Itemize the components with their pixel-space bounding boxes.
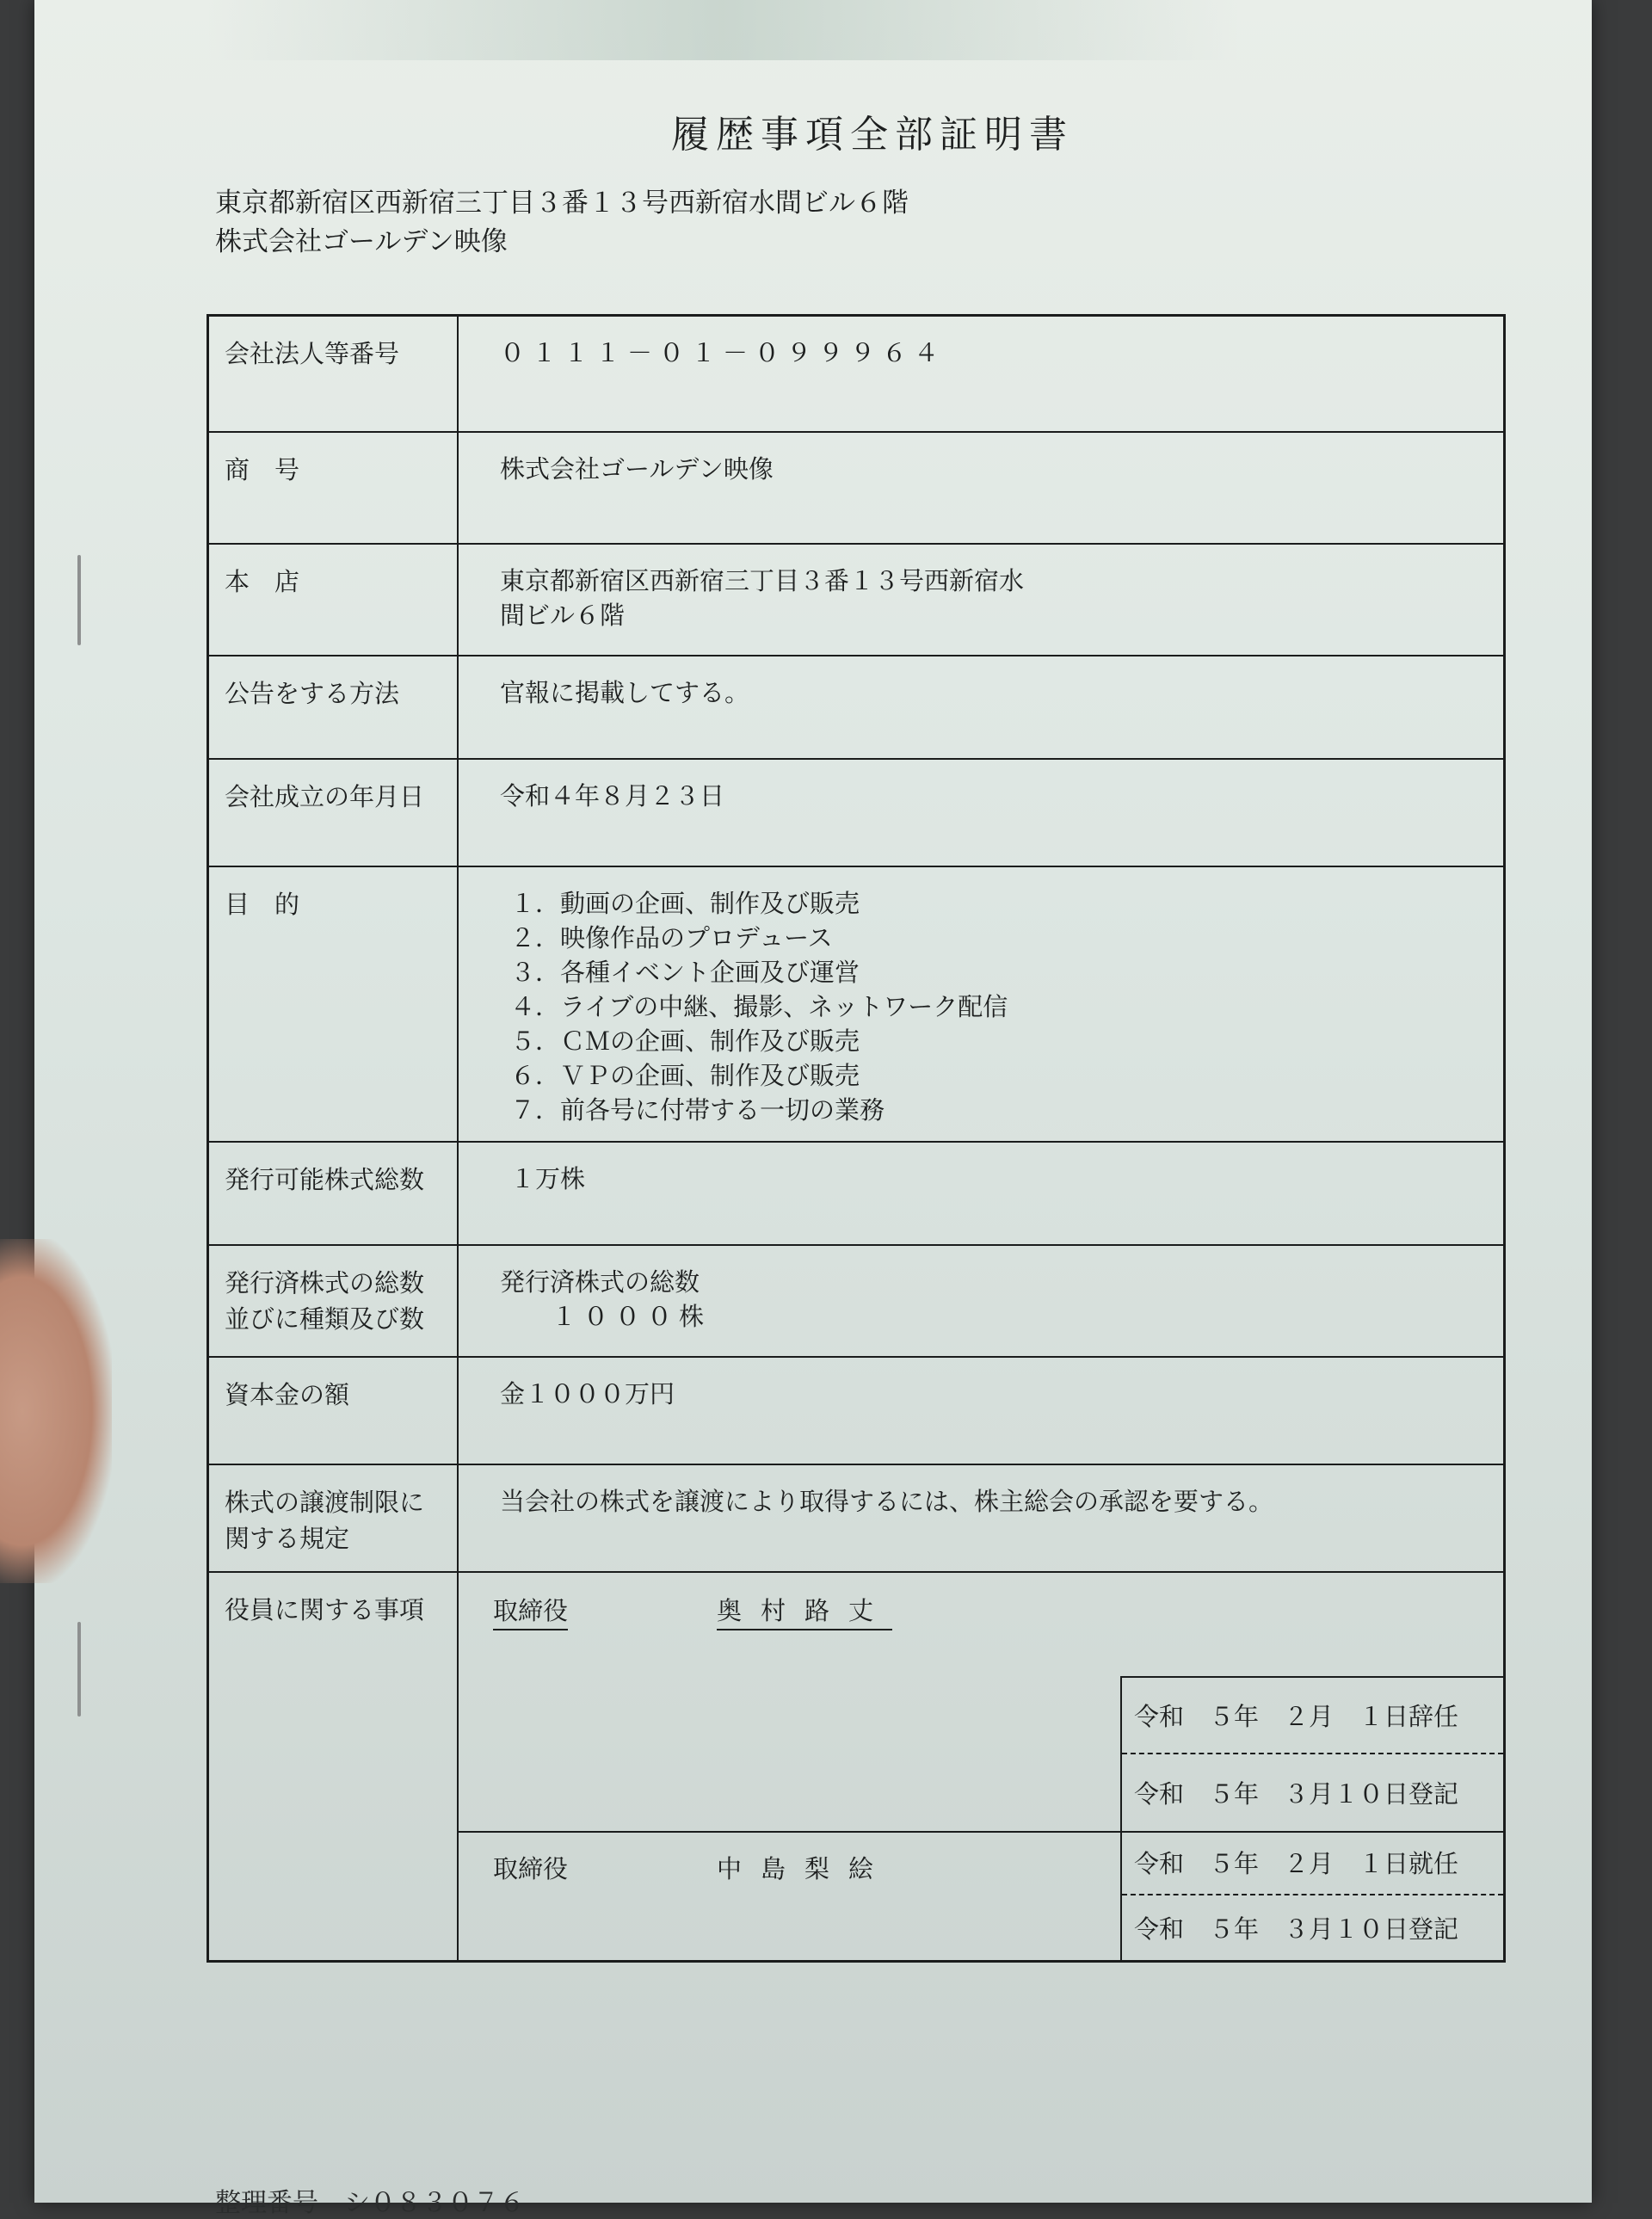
public-notice-value: 官報に掲載してする。 (500, 678, 750, 707)
issued-shares-label-line2: 並びに種類及び数 (225, 1304, 425, 1334)
officer-change-date: 令和 ５年 ２月 １日辞任 (1122, 1678, 1503, 1754)
issued-shares-label-line1: 発行済株式の総数 (225, 1268, 425, 1297)
transfer-label-line2: 関する規定 (225, 1524, 350, 1553)
row-established (209, 760, 1503, 867)
purpose-item: ５．ＣＭの企画、制作及び販売 (510, 1026, 860, 1056)
row-label: 会社成立の年月日 (209, 760, 459, 866)
officer-registration-date: 令和 ５年 ３月１０日登記 (1134, 1914, 1459, 1944)
corp-number-value: ０１１１－０１－０９９９６４ (500, 338, 946, 367)
header-company: 株式会社ゴールデン映像 (215, 226, 508, 257)
row-trade-name (209, 433, 1503, 545)
officer-name: 中島梨絵 (717, 1854, 893, 1883)
watermark-band (206, 0, 1239, 60)
purpose-item: ４．ライブの中継、撮影、ネットワーク配信 (510, 992, 1008, 1021)
officer-name: 奥村路丈 (717, 1592, 892, 1630)
officer-change-date: 令和 ５年 ２月 １日就任 (1122, 1831, 1503, 1895)
head-office-value-line2: 間ビル６階 (500, 601, 626, 630)
row-label: 発行可能株式総数 (209, 1143, 459, 1244)
officer-title: 取締役 (493, 1854, 569, 1883)
row-purpose (209, 867, 1503, 1143)
officer-registration-date: 令和 ５年 ３月１０日登記 (1134, 1779, 1459, 1809)
row-label: 商 号 (209, 433, 459, 543)
registry-table (206, 314, 1506, 1963)
head-office-value-line1: 東京都新宿区西新宿三丁目３番１３号西新宿水 (500, 566, 1025, 595)
established-value: 令和４年８月２３日 (500, 781, 725, 811)
header-address: 東京都新宿区西新宿三丁目３番１３号西新宿水間ビル６階 (215, 188, 909, 219)
officer-title: 取締役 (493, 1592, 568, 1630)
row-authorized-shares (209, 1143, 1503, 1246)
purpose-item: ２．映像作品のプロデュース (510, 923, 833, 952)
purpose-item: ６．ＶＰの企画、制作及び販売 (510, 1061, 860, 1090)
row-label: 目 的 (209, 867, 459, 1141)
officer-date-box (1120, 1831, 1503, 1960)
purpose-item: １．動画の企画、制作及び販売 (510, 889, 860, 918)
officer-date-box (1120, 1676, 1503, 1831)
footer-reference-number: 整理番号 シ０８３０７６ (215, 2188, 525, 2218)
transfer-restriction-value: 当会社の株式を譲渡により取得するには、株主総会の承認を要する。 (500, 1487, 1274, 1516)
officer-entry (459, 1573, 1503, 1833)
row-label: 会社法人等番号 (209, 317, 459, 431)
staple (77, 1622, 81, 1717)
transfer-label-line1: 株式の譲渡制限に (225, 1488, 425, 1517)
issued-shares-value-line1: 発行済株式の総数 (500, 1267, 700, 1297)
row-transfer-restriction (209, 1465, 1503, 1573)
issued-shares-value-line2: １０００株 (552, 1302, 712, 1331)
row-capital (209, 1358, 1503, 1465)
row-corp-number (209, 317, 1503, 433)
row-public-notice (209, 656, 1503, 760)
row-label: 資本金の額 (209, 1358, 459, 1464)
row-label: 公告をする方法 (209, 656, 459, 758)
officers-block (459, 1573, 1503, 1960)
row-officers (209, 1573, 1503, 1960)
row-head-office (209, 545, 1503, 656)
capital-value: 金１０００万円 (500, 1379, 675, 1408)
document-title: 履歴事項全部証明書 (671, 113, 1074, 157)
trade-name-value: 株式会社ゴールデン映像 (500, 454, 774, 484)
row-issued-shares (209, 1246, 1503, 1358)
row-label: 役員に関する事項 (209, 1573, 459, 1960)
holding-thumb (0, 1239, 112, 1583)
certificate-sheet (34, 0, 1592, 2218)
officer-entry (459, 1831, 1503, 1960)
authorized-shares-value: １万株 (510, 1164, 586, 1193)
staple (77, 555, 81, 645)
purpose-item: ７．前各号に付帯する一切の業務 (510, 1095, 885, 1125)
row-label: 本 店 (209, 545, 459, 655)
purpose-item: ３．各種イベント企画及び運営 (510, 958, 860, 987)
